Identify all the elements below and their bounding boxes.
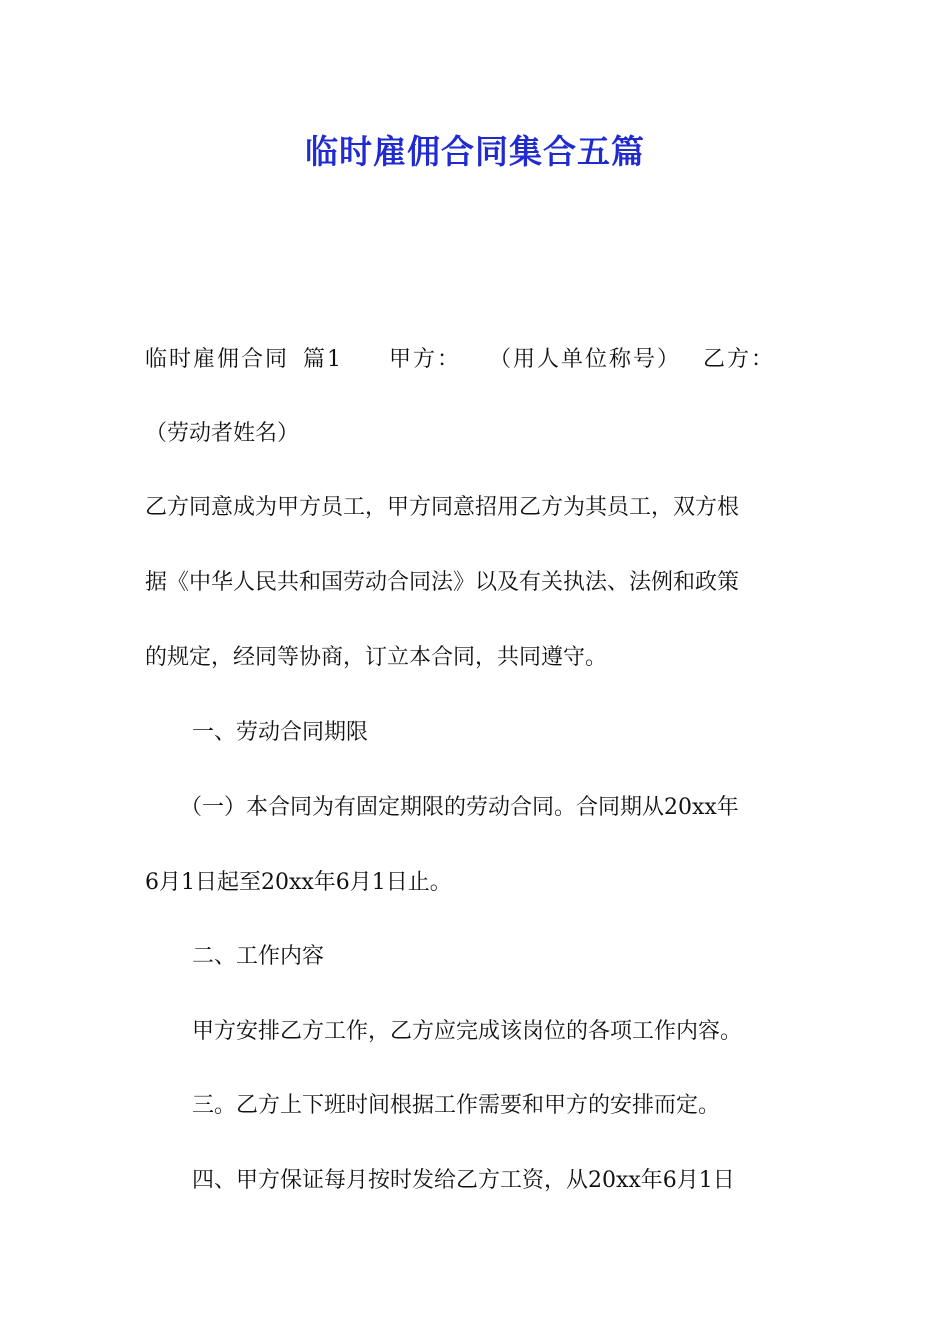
intro-paragraph-line: 据《中华人民共和国劳动合同法》以及有关执法、法例和政策 — [145, 570, 740, 595]
party-b-value: （劳动者姓名） — [145, 421, 300, 446]
party-a-label: 甲方： — [389, 347, 462, 372]
contract-part-label: 篇1 — [303, 347, 344, 372]
intro-paragraph-line: 乙方同意成为甲方员工，甲方同意招用乙方为其员工，双方根 — [145, 495, 740, 520]
party-b-label: 乙方： — [703, 347, 776, 372]
contract-header-line — [145, 345, 810, 375]
party-a-value: （用人单位称号） — [489, 347, 682, 372]
contract-heading: 临时雇佣合同 — [145, 347, 290, 372]
document-title: 临时雇佣合同集合五篇 — [305, 132, 645, 171]
section-paragraph: 四、甲方保证每月按时发给乙方工资，从20xx年6月1日 — [192, 1168, 735, 1193]
section-item-line: 6月1日起至20xx年6月1日止。 — [145, 870, 452, 895]
section-item-line: （一）本合同为有固定期限的劳动合同。合同期从20xx年 — [180, 795, 739, 820]
section-heading-content: 二、工作内容 — [192, 944, 325, 969]
section-heading-term: 一、劳动合同期限 — [192, 720, 369, 745]
section-paragraph: 三。乙方上下班时间根据工作需要和甲方的安排而定。 — [192, 1093, 721, 1118]
section-paragraph: 甲方安排乙方工作，乙方应完成该岗位的各项工作内容。 — [192, 1019, 743, 1044]
intro-paragraph-line: 的规定，经同等协商，订立本合同，共同遵守。 — [145, 645, 608, 670]
